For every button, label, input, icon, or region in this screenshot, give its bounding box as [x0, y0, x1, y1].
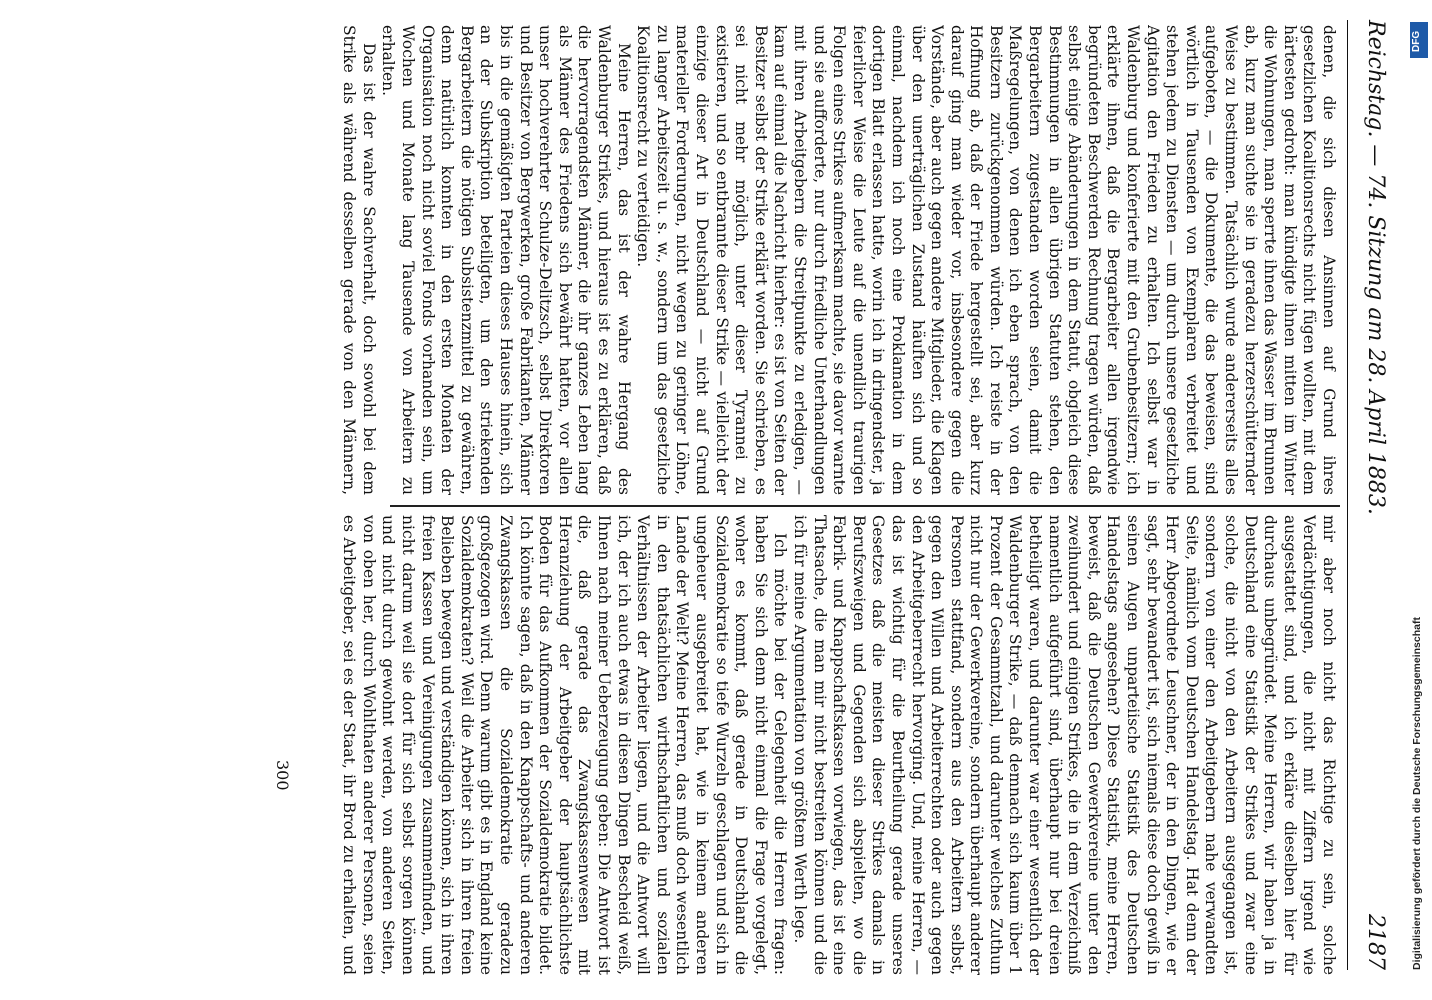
paragraph: denen, die sich diesen Ansinnen auf Grund ihres gesetzlichen Koalitionsrechts nicht fügen wollten, mit dem härtesten gedroht: man kündigte ihnen mitten im Winter die Wohnungen, man sperrte ihnen das Wasser im Brunnen ab, kurz man suchte sie in geradezu herzerschütternder Weise zu bestimmen. Tatsächlich wurde andererseits alles aufgeboten, — die Dokumente, die das beweisen, sind wörtlich in Tausenden von Exemplaren verbreitet und stehen jedem zu Diensten — um durch unsere gesetzliche Agitation den Frieden zu erhalten. Ich selbst war in Waldenburg und konferierte mit den Grubenbesitzern; ich erklärte ihnen, daß die Bergarbeiter allen irgendwie begründeten Beschwerden Rechnung tragen würden, daß selbst einige Abänderungen in dem Statut, obgleich diese Bestimmungen in allen übrigen Statuten stehen, den Bergarbeitern zugestanden worden seien, damit die Maßregelungen, von denen ich eben sprach, von den Besitzern zurückgenommen würden. Ich reiste in der Hoffnung ab, daß der Friede hergestellt sei, aber kurz darauf ging man wieder vor, insbesondere gegen die Vorstände, aber auch gegen andere Mitglieder, die Klagen über den unerträglichen Zustand häuften sich und so einmal, nachdem ich noch eine Proklamation in dem dortigen Blatt erlassen hatte, worin ich in dringendster, ja feierlicher Weise die Leute auf die unendlich traurigen Folgen eines Strikes aufmerksam machte, sie davor warnte und sie aufforderte, nur durch friedliche Unterhandlungen mit ihren Arbeitgebern die Streitpunkte zu erledigen, — kam auf einmal die Nachricht hierher: es ist von Seiten der Besitzer selbst der Strike erklärt worden. Sie schrieben, es sei nicht mehr möglich, unter dieser Tyrannei zu existieren, und so entbrannte dieser Strike — vielleicht der einzige dieser Art in Deutschland — nicht auf Grund materieller Forderungen, nicht wegen zu geringer Löhne, zu langer Arbeitszeit u. s. w., sondern um das gesetzliche Koalitionsrecht zu verteidigen. — [634, 25, 1338, 495]
column-divider — [390, 505, 1340, 507]
paragraph: Ich möchte bei der Gelegenheit die Herren fragen: haben Sie sich denn nicht einmal die Frage vorgelegt, woher es kommt, daß gerade in Deutschland die Sozialdemokratie so tiefe Wurzeln geschlagen und sich in ungeheuer ausgebreitet hat, wie in keinem anderen Lande der Welt? Meine Herren, das muß doch wesentlich in den thatsächlichen wirthschaftlichen und sozialen Verhältnissen der Arbeiter liegen, und die Antwort will ich, der ich auch etwas in diesen Dingen Bescheid weiß, Ihnen nach meiner Ueberzeugung geben: Die Antwort ist die, daß gerade das Zwangskassenwesen mit Heranziehung der Arbeitgeber der hauptsächlichste Boden für das Aufkommen der Sozialdemokratie bildet. Ich könnte sagen, daß in den Knappschafts- und anderen Zwangskassen die Sozialdemokratie geradezu großgezogen wird. Denn warum gibt es in England keine Sozialdemokraten? Weil die Arbeiter sich in ihren freien Belieben bewegen und verständigen können, sich in ihren freien Kassen und Vereinigungen zusammenfinden, und nicht darum weil sie dort für sich selbst sorgen können und nicht durch gewohnt werden, von anderen Seiten, von oben her, durch Wohlthaten anderer Personen, seien es Arbeitgeber, sei es der Staat, ihr Brod zu erhalten, und — [340, 515, 790, 975]
page-number: 2187 — [1363, 914, 1388, 970]
paragraph: Das ist der wahre Sachverhalt, doch sowohl bei dem Strike als während desselben gerade von den Männern, — [340, 25, 378, 495]
header-title: Reichstag. — 74. Sitzung am 28. April 1883. — [1363, 20, 1388, 515]
sheet-number: 300 — [273, 760, 292, 791]
page-header — [1347, 20, 1398, 970]
dfg-logo-text: DFG — [1411, 30, 1422, 52]
paragraph: mir aber noch nicht das Richtige zu sein, solche Verdächtigungen, die nicht mit Ziffern irgend wie ausgestattet sind, und ich erkläre dieselben hier für durchaus unbegründet. Meine Herren, wir haben ja in Deutschland eine Statistik der Strikes und zwar eine solche, die nicht von den Arbeitern ausgegangen ist, sondern von einer den Arbeitgebern nahe verwandten Seite, nämlich vom Deutschen Handelstag. Hat denn der Herr Abgeordnete Leuschner, der in den Dingen, wie er sagt, sehr bewandert ist, sich niemals diese doch gewiß in seinen Augen unparteiische Statistik des Deutschen Handelstags angesehen? Diese Statistik, meine Herren, beweist, daß die Deutschen Gewerkvereine unter den zweihundert und einigen Strikes, die in dem Verzeichniß namentlich aufgeführt sind, überhaupt nur bei dreien betheiligt waren, und darunter war einer wesentlich der Waldenburger Strike, — daß demnach sich kaum über 1 Prozent der Gesammtzahl, und darunter welches Zuthun nicht nur der Gewerkvereine, sondern überhaupt anderer Personen stattfand, sondern aus den Arbeitern selbst, gegen den Willen und Arbeiterrechten oder auch gegen den Arbeitgeberrecht hervorging. Und, meine Herren, — das ist wichtig für die Beurtheilung gerade unseres Gesetzes daß die meisten dieser Strikes damals in Berufszweigen und Gegenden sich abspielten, wo die Fabrik- und Knappschaftskassen vorwiegen, das ist eine Thatsache, die man mir nicht bestreiten können und die ich für meine Argumentation von größtem Werth lege. — [790, 515, 1338, 975]
credit-text: Digitalisierung gefördert durch die Deutsche Forschungsgemeinschaft — [1411, 617, 1423, 970]
left-column — [338, 25, 1338, 495]
paragraph: Meine Herren, das ist der wahre Hergang des Waldenburger Strikes, und hieraus ist es zu erklären, daß die hervorragendsten Männer, die ihr ganzes Leben lang als Männer des Friedens sich bewährt hatten, vor allen unser hochverehrter Schulze-Delitzsch, selbst Direktoren und Besitzer von Bergwerken, große Fabrikanten, Männer bis in die gemäßigten Parteien dieses Hauses hinein, sich an der Subskription beteiligten, um den striekenden Bergarbeitern die nötigen Subsistenzmittel zu gewähren, denn natürlich konnten in den ersten Monaten der Organisation noch nicht soviel Fonds vorhanden sein, um Wochen und Monate lang Tausende von Arbeitern zu erhalten. — [379, 25, 633, 495]
digitization-credit — [1408, 20, 1430, 980]
right-column — [338, 515, 1338, 975]
